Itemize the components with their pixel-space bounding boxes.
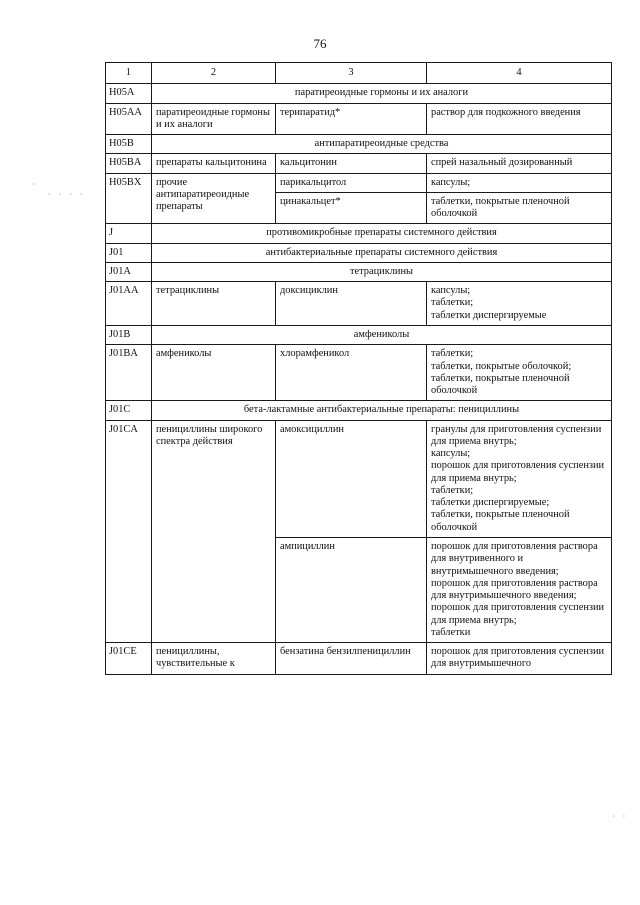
group-title: противомикробные препараты системного действия [152,224,612,243]
dosage-form: капсулы; [427,173,612,192]
dosage-form: спрей назальный дозированный [427,154,612,173]
drug-name: доксициклин [276,282,427,326]
scan-speck: · · [612,812,629,821]
atc-code: H05BX [106,173,152,224]
scan-speck: · [32,180,35,189]
group-name: прочие антипаратиреоидные препараты [152,173,276,224]
drug-name: хлорамфеникол [276,345,427,401]
table-row [106,420,612,537]
atc-code: J [106,224,152,243]
drug-name: кальцитонин [276,154,427,173]
atc-code: H05B [106,135,152,154]
group-title: тетрациклины [152,262,612,281]
drug-name: бензатина бензилпенициллин [276,643,427,675]
group-title: паратиреоидные гормоны и их аналоги [152,84,612,103]
atc-code: H05AA [106,103,152,135]
atc-code: H05BA [106,154,152,173]
group-name: амфениколы [152,345,276,401]
page-number: 76 [313,36,327,51]
table-row [106,103,612,135]
table-row [106,84,612,103]
column-number: 1 [106,63,152,84]
atc-code: J01CE [106,643,152,675]
atc-code: H05A [106,84,152,103]
group-name: пенициллины широкого спектра действия [152,420,276,643]
table-row [106,173,612,192]
table-row [106,643,612,675]
group-title: антипаратиреоидные средства [152,135,612,154]
table-row [106,224,612,243]
group-title: амфениколы [152,325,612,344]
atc-code: J01C [106,401,152,420]
dosage-form: гранулы для приготовления суспензии для приема внутрь; капсулы; порошок для приготовления суспензии для приема внутрь; таблетки; таблетки диспергируемые; таблетки, покрытые пленочной оболочкой [427,420,612,537]
dosage-form: таблетки; таблетки, покрытые оболочкой; таблетки, покрытые пленочной оболочкой [427,345,612,401]
group-name: препараты кальцитонина [152,154,276,173]
drug-name: ампициллин [276,537,427,642]
drug-name: терипаратид* [276,103,427,135]
column-number: 4 [427,63,612,84]
drug-name: цинакальцет* [276,192,427,224]
drug-name: амоксициллин [276,420,427,537]
dosage-form: таблетки, покрытые пленочной оболочкой [427,192,612,224]
table-row [106,345,612,401]
dosage-form: порошок для приготовления суспензии для внутримышечного [427,643,612,675]
column-number-row [106,63,612,84]
table-row [106,135,612,154]
drug-table [105,62,612,675]
group-name: тетрациклины [152,282,276,326]
atc-code: J01A [106,262,152,281]
table-row [106,154,612,173]
group-name: пенициллины, чувствительные к [152,643,276,675]
group-name: паратиреоидные гормоны и их аналоги [152,103,276,135]
atc-code: J01BA [106,345,152,401]
dosage-form: порошок для приготовления раствора для внутривенного и внутримышечного введения; порошок для приготовления раствора для внутримышечного введения; порошок для приготовления суспензии для приема внутрь; таблетки [427,537,612,642]
column-number: 2 [152,63,276,84]
table-row [106,243,612,262]
table-row [106,282,612,326]
column-number: 3 [276,63,427,84]
atc-code: J01CA [106,420,152,643]
table-row [106,401,612,420]
dosage-form: капсулы; таблетки; таблетки диспергируемые [427,282,612,326]
table-row [106,262,612,281]
table-row [106,325,612,344]
atc-code: J01B [106,325,152,344]
group-title: бета-лактамные антибактериальные препараты: пенициллины [152,401,612,420]
drug-name: парикальцитол [276,173,427,192]
group-title: антибактериальные препараты системного действия [152,243,612,262]
dosage-form: раствор для подкожного введения [427,103,612,135]
atc-code: J01 [106,243,152,262]
atc-code: J01AA [106,282,152,326]
scan-speck: · · · · [48,190,86,199]
